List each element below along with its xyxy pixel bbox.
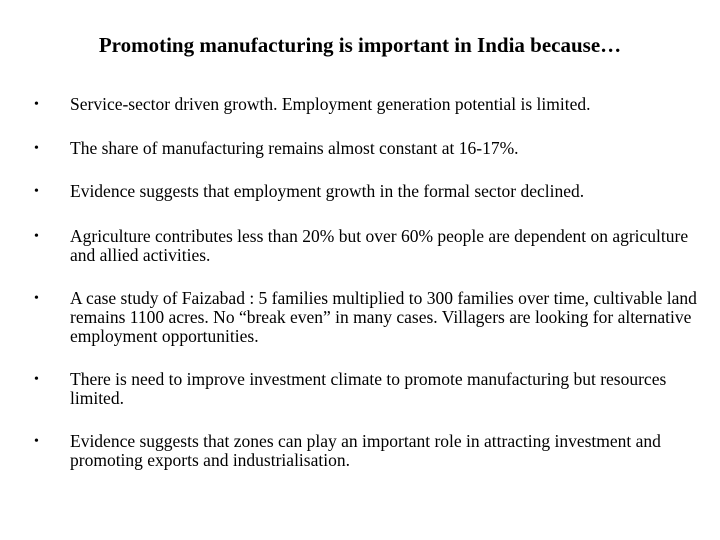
bullet-text: Evidence suggests that zones can play an important role in attracting investment and promoting exports and industrialisation. [70,431,661,470]
bullet-icon: • [34,141,39,156]
bullet-icon: • [34,184,39,199]
bullet-icon: • [34,97,39,112]
bullet-text: The share of manufacturing remains almost constant at 16-17%. [70,138,519,158]
bullet-icon: • [34,229,39,244]
bullet-text: Service-sector driven growth. Employment generation potential is limited. [70,94,591,114]
bullet-icon: • [34,291,39,306]
slide-title: Promoting manufacturing is important in India because… [98,33,622,57]
bullet-text: A case study of Faizabad : 5 families multiplied to 300 families over time, cultivable land remains 1100 acres. No “break even” in many cases. Villagers are looking for alternative employment opportunities. [70,288,697,346]
bullet-text: Agriculture contributes less than 20% but over 60% people are dependent on agriculture and allied activities. [70,226,689,265]
bullet-icon: • [34,434,39,449]
bullet-text: There is need to improve investment climate to promote manufacturing but resources limited. [70,369,667,408]
bullet-icon: • [34,372,39,387]
bullet-text: Evidence suggests that employment growth in the formal sector declined. [70,181,585,201]
